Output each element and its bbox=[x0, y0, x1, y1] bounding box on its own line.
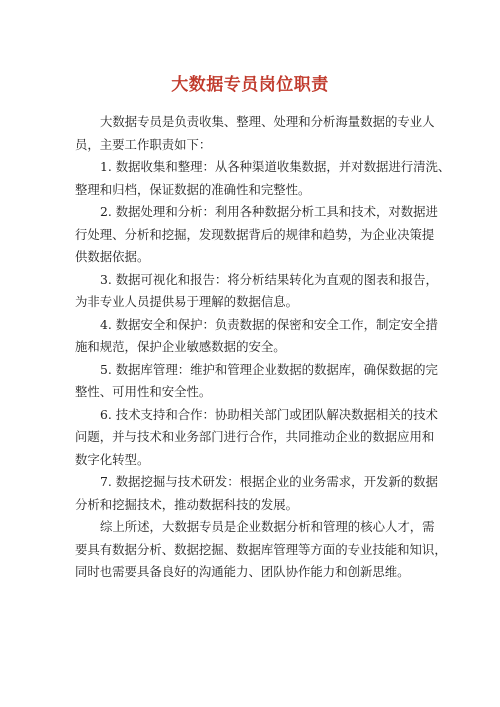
paragraph-line: 整性、可用性和安全性。 bbox=[75, 384, 212, 399]
paragraph-line: 分析和挖掘技术，推动数据科技的发展。 bbox=[75, 496, 299, 512]
paragraph-line: 施和规范，保护企业敏感数据的安全。 bbox=[75, 339, 286, 354]
paragraph-line: 要具有数据分析、数据挖掘、数据库管理等方面的专业技能和知识， bbox=[75, 541, 447, 557]
duty-item-6 bbox=[75, 404, 438, 472]
document-body bbox=[75, 111, 451, 584]
paragraph-line: 大数据专员是负责收集、整理、处理和分析海量数据的专业人 bbox=[100, 114, 435, 129]
summary-paragraph bbox=[75, 516, 447, 584]
paragraph-line: 4. 数据安全和保护：负责数据的保密和安全工作，制定安全措 bbox=[100, 316, 438, 332]
paragraph-line: 7. 数据挖掘与技术研发：根据企业的业务需求，开发新的数据 bbox=[100, 474, 438, 489]
duty-item-5 bbox=[75, 359, 438, 404]
paragraph-line: 5. 数据库管理：维护和管理企业数据的数据库，确保数据的完 bbox=[100, 361, 438, 377]
paragraph-line: 员，主要工作职责如下： bbox=[75, 136, 212, 152]
paragraph-line: 整理和归档，保证数据的准确性和完整性。 bbox=[75, 181, 311, 197]
paragraph-line: 综上所述，大数据专员是企业数据分析和管理的核心人才，需 bbox=[100, 519, 435, 534]
intro-paragraph bbox=[75, 111, 435, 156]
duty-item-4 bbox=[75, 314, 438, 359]
paragraph-line: 1. 数据收集和整理：从各种渠道收集数据，并对数据进行清洗、 bbox=[100, 159, 451, 174]
paragraph-line: 同时也需要具备良好的沟通能力、团队协作能力和创新思维。 bbox=[75, 564, 410, 579]
paragraph-line: 3. 数据可视化和报告：将分析结果转化为直观的图表和报告， bbox=[100, 271, 438, 287]
duty-item-2 bbox=[75, 201, 438, 269]
paragraph-line: 为非专业人员提供易于理解的数据信息。 bbox=[75, 294, 299, 309]
paragraph-line: 数字化转型。 bbox=[75, 451, 150, 467]
paragraph-line: 6. 技术支持和合作：协助相关部门或团队解决数据相关的技术 bbox=[100, 406, 438, 422]
duty-item-1 bbox=[75, 156, 451, 201]
paragraph-line: 行处理、分析和挖掘，发现数据背后的规律和趋势，为企业决策提 bbox=[75, 226, 435, 242]
paragraph-line: 2. 数据处理和分析：利用各种数据分析工具和技术，对数据进 bbox=[100, 204, 438, 219]
document-title: 大数据专员岗位职责 bbox=[171, 75, 329, 95]
duty-item-7 bbox=[75, 471, 438, 516]
duty-item-3 bbox=[75, 269, 438, 314]
paragraph-line: 问题，并与技术和业务部门进行合作，共同推动企业的数据应用和 bbox=[75, 429, 435, 444]
paragraph-line: 供数据依据。 bbox=[75, 249, 150, 264]
